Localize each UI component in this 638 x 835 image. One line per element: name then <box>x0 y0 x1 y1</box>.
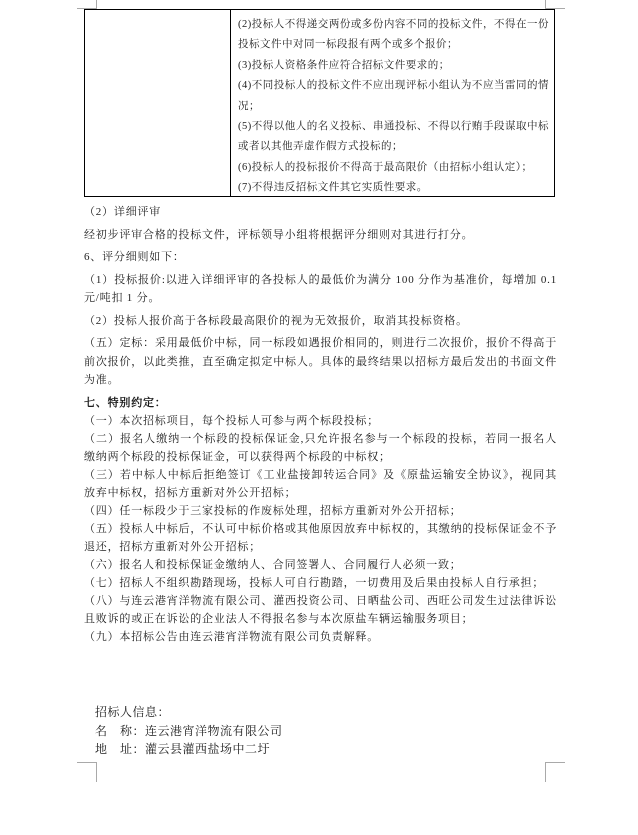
paragraph: （1）投标报价:以进入详细评审的各投标人的最低价为满分 100 分作为基准价，每增加 0.1 元/吨扣 1 分。 <box>84 273 557 304</box>
paragraph: （2）投标人报价高于各标段最高限价的视为无效报价，取消其投标资格。 <box>84 314 468 327</box>
table-cell-left-empty <box>85 10 231 196</box>
margin-mark-bottom-right-icon <box>545 762 565 763</box>
paragraph: （四）任一标段少于三家投标的作废标处理，招标方重新对外公开招标； <box>84 504 462 517</box>
criteria-line: (5)不得以他人的名义投标、串通投标、不得以行贿手段谋取中标或者以其他弄虚作假方式投标的； <box>238 121 549 153</box>
margin-mark-top-left-icon <box>96 0 97 8</box>
margin-mark-bottom-left-icon <box>96 762 97 782</box>
criteria-line: (4)不同投标人的投标文件不应出现评标小组认为不应当雷同的情况； <box>238 80 549 112</box>
paragraph: （七）招标人不组织勘踏现场，投标人可自行勘踏，一切费用及后果由投标人自行承担； <box>84 576 545 589</box>
criteria-line: (2)投标人不得递交两份或多份内容不同的投标文件，不得在一份投标文件中对同一标段报有两个或多个报价； <box>238 19 549 51</box>
paragraph: （九）本招标公告由连云港宵洋物流有限公司负责解释。 <box>84 630 379 643</box>
paragraph: （八）与连云港宵洋物流有限公司、灌西投资公司、日晒盐公司、西旺公司发生过法律诉讼且败诉的或正在诉讼的企业法人不得报名参与本次原盐车辆运输服务项目； <box>84 594 557 625</box>
bidder-info-title: 招标人信息： <box>95 705 171 719</box>
evaluation-criteria-table <box>84 9 555 197</box>
paragraph: 七、特别约定： <box>84 396 167 409</box>
margin-mark-bottom-right-icon <box>545 762 546 782</box>
margin-mark-top-right-icon <box>545 0 546 8</box>
bidder-address-line: 地 址：灌云县灌西盐场中二圩 <box>95 742 271 756</box>
criteria-line: (6)投标人的投标报价不得高于最高限价（由招标小组认定）； <box>238 161 533 173</box>
paragraph: （2）详细评审 <box>84 206 162 218</box>
body-paragraphs <box>84 203 557 646</box>
criteria-line: (7)不得违反招标文件其它实质性要求。 <box>238 182 428 194</box>
paragraph: （二）报名人缴纳一个标段的投标保证金,只允许报名参与一个标段的投标，若同一报名人缴纳两个标段的投标保证金，可以获得两个标段的中标权； <box>84 432 557 463</box>
paragraph: （五）投标人中标后，不认可中标价格或其他原因放弃中标权的，其缴纳的投标保证金不予退还，招标方重新对外公开招标； <box>84 522 557 553</box>
paragraph: 6、评分细则如下： <box>84 251 185 263</box>
paragraph: （三）若中标人中标后拒绝签订《工业盐接卸转运合同》及《原盐运输安全协议》，视同其放弃中标权，招标方重新对外公开招标； <box>84 468 557 499</box>
paragraph: 经初步评审合格的投标文件，评标领导小组将根据评分细则对其进行打分。 <box>84 228 474 241</box>
criteria-line: (3)投标人资格条件应符合招标文件要求的； <box>238 59 450 71</box>
bidder-name-line: 名 称：连云港宵洋物流有限公司 <box>95 723 283 738</box>
paragraph: （五）定标：采用最低价中标，同一标段如遇报价相同的，则进行二次报价，报价不得高于前次报价，以此类推，直至确定拟定中标人。具体的最终结果以招标方最后发出的书面文件为准。 <box>84 337 557 386</box>
margin-mark-bottom-left-icon <box>77 762 97 763</box>
paragraph: （一）本次招标项目，每个投标人可参与两个标段投标； <box>84 414 379 427</box>
paragraph: （六）报名人和投标保证金缴纳人、合同签署人、合同履行人必须一致； <box>84 558 462 571</box>
bidder-info-block <box>95 703 283 759</box>
table-cell-criteria-list <box>231 10 554 196</box>
